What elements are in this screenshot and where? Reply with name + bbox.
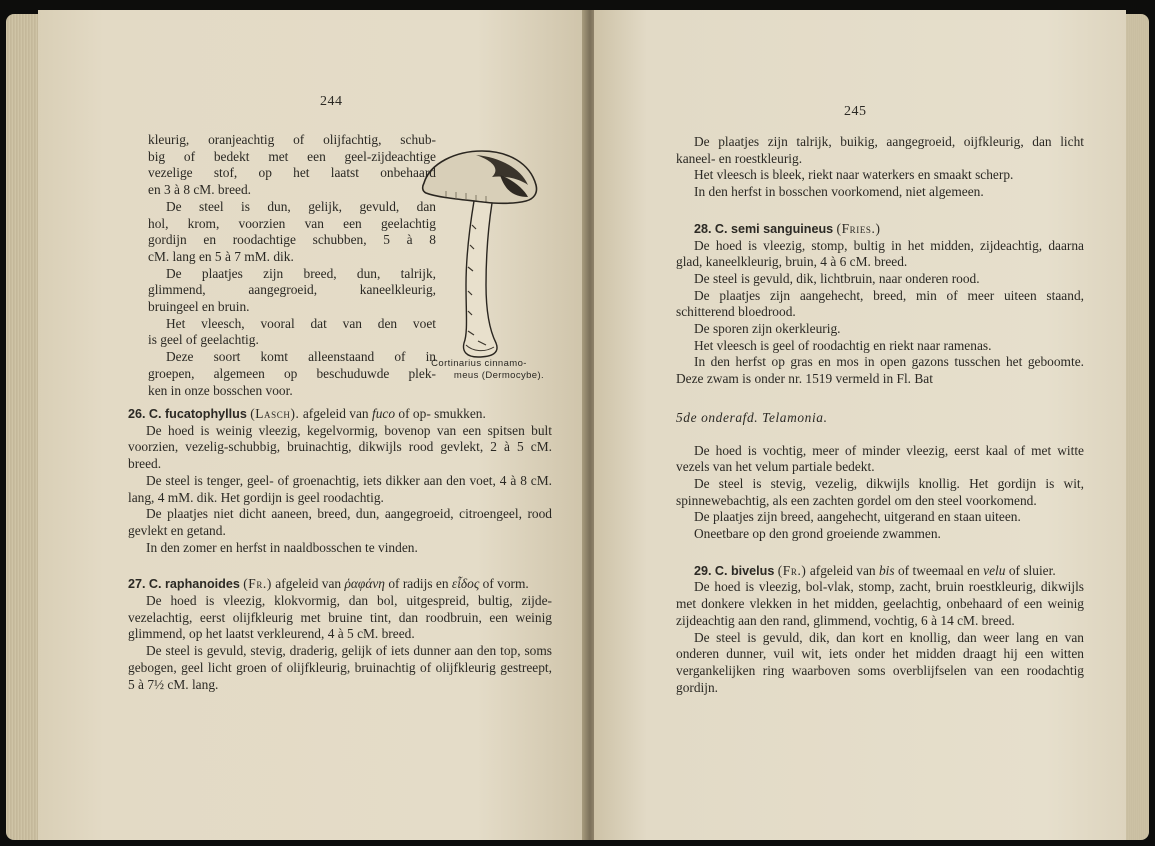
left-narrow-line: De plaatjes zijn breed, dun, talrijk,	[166, 265, 436, 281]
left-narrow-line: Deze soort komt alleenstaand of in	[166, 349, 436, 365]
subdivision-heading: 5de onderafd. Telamonia.	[676, 409, 828, 425]
species-27-name: C. raphanoides	[148, 577, 240, 592]
left-narrow-line: ken in onze bosschen voor.	[148, 382, 293, 398]
left-narrow-line: kleurig, oranjeachtig of olijfachtig, schub-	[148, 132, 436, 147]
species-28-number: 28.	[694, 221, 712, 236]
species-27-author: (Fr.)	[243, 576, 272, 592]
left-narrow-line: groepen, algemeen op beschuduwde plek-	[148, 365, 436, 381]
species-27-greek-word-2: εἶδος	[451, 576, 480, 592]
figure-caption-line1: Cortinarius cinnamo-	[431, 358, 527, 369]
species-26-root-word: fuco	[372, 406, 396, 421]
telamonia-gills: De plaatjes zijn breed, aangehecht, uitgerand en staan uiteen.	[694, 509, 1021, 525]
species-27-number: 27.	[128, 577, 146, 592]
species-29-cap: De hoed is vleezig, bol-vlak, stomp, zacht, bruin roestkleurig, dikwijls met donkere vlekken in het midden, geelachtig, onbehaard of een weinig zijdeachtig aan den rand, glimmend, vochtig, 6 à 14 cM. breed.	[676, 579, 1084, 628]
species-29-name: C. bivelus	[714, 563, 775, 578]
species-26-number: 26.	[128, 407, 146, 421]
left-narrow-line: gordijn en roodachtige schubben, 5 à 8	[148, 232, 436, 248]
species-28-cap: De hoed is vleezig, stomp, bultig in het midden, zijdeachtig, daarna glad, kaneelkleurig, bruin, 4 à 6 cM. breed.	[676, 237, 1084, 270]
species-28-flesh: Het vleesch is geel of roodachtig en riekt naar ramenas.	[694, 337, 992, 353]
left-narrow-line: glimmend, aangegroeid, kaneelkleurig,	[148, 282, 436, 298]
species-26-author: (Lasch).	[250, 406, 300, 421]
species-26-habitat: In den zomer en herfst in naaldbosschen te vinden.	[146, 539, 418, 555]
species-26-gills: De plaatjes niet dicht aaneen, breed, dun, aangegroeid, citroengeel, rood gevlekt en getand.	[128, 506, 552, 538]
species-29-heading	[676, 563, 1084, 580]
species-26-name: C. fucatophyllus	[148, 407, 247, 421]
left-narrow-line: bruingeel en bruin.	[148, 299, 250, 315]
species-28-spores: De sporen zijn okerkleurig.	[694, 321, 841, 337]
telamonia-edibility: Oneetbare op den grond groeiende zwammen.	[694, 526, 941, 542]
left-narrow-line: Het vleesch, vooral dat van den voet	[166, 315, 436, 331]
left-main-text	[128, 406, 552, 693]
species-29-stem: De steel is gevuld, dik, dan kort en knollig, dan weer lang en van onderen dunner, vuil wit, iets onder het midden draagt hij een witten vergankelijken ring waarboven soms overblijfselen van een roodachtig gordijn.	[676, 629, 1084, 695]
species-28-stem: De steel is gevuld, dik, lichtbruin, naar onderen rood.	[694, 270, 980, 286]
species-27-greek-word: ῥαφάνη	[344, 576, 385, 592]
species-27-etymology-end: of vorm.	[482, 576, 529, 592]
species-29-root-word: bis	[878, 562, 895, 578]
species-28-author: (Fries.)	[836, 220, 881, 236]
species-29-etymology-end: of sluier.	[1008, 562, 1056, 578]
left-narrow-line: en 3 à 8 cM. breed.	[148, 182, 251, 198]
species-28-habitat: In den herfst op gras en mos in open gazons tusschen het geboomte. Deze zwam is onder nr. 1519 vermeld in Fl. Bat	[676, 354, 1084, 387]
left-narrow-line: De steel is dun, gelijk, gevuld, dan	[166, 198, 436, 214]
left-narrow-line: big of bedekt met een geel-zijdeachtige	[148, 148, 436, 164]
species-29-etymology: afgeleid van	[809, 562, 876, 578]
species-26-heading	[128, 406, 552, 423]
species-27-etymology-tail: of radijs en	[388, 576, 449, 592]
species-29-etymology-tail: of tweemaal en	[897, 562, 980, 578]
species-26-etymology-end: smukken.	[434, 406, 486, 421]
figure-caption-line2: meus (Dermocybe).	[453, 370, 545, 381]
left-narrow-line: is geel of geelachtig.	[148, 332, 259, 348]
left-narrow-line: vezelige stof, op het laatst onbehaard	[148, 165, 436, 181]
species-28-name: C. semi sanguineus	[714, 221, 834, 236]
species-26-etymology-tail: of op-	[398, 406, 431, 421]
right-main-text	[676, 134, 1084, 696]
species-27-etymology: afgeleid van	[275, 576, 342, 592]
species-25-habitat: In den herfst in bosschen voorkomend, niet algemeen.	[694, 184, 984, 200]
telamonia-cap: De hoed is vochtig, meer of minder vleezig, eerst kaal of met witte vezels van het velum partiale bedekt.	[676, 442, 1084, 475]
species-29-root-word-2: velu	[983, 562, 1006, 578]
left-narrow-line: hol, krom, voorzien van een geelachtig	[148, 215, 436, 231]
right-page	[594, 10, 1126, 840]
telamonia-stem: De steel is stevig, vezelig, dikwijls knollig. Het gordijn is wit, spinnewebachtig, als een zachten gordel om den steel voorkomend.	[676, 475, 1084, 508]
species-29-number: 29.	[694, 563, 712, 578]
species-27-cap: De hoed is vleezig, klokvormig, dan bol, uitgespreid, bultig, zijde-vezelachtig, eerst olijfkleurig met bruine tint, dan roodbruin, een weinig glimmend, op het laatst verkleurend, 4 à 5 cM. breed.	[128, 593, 552, 642]
species-26-cap: De hoed is weinig vleezig, kegelvormig, bovenop van een spitsen bult voorzien, vezelig-schubbig, bruinachtig, dikwijls rood gevlekt, 2 à 5 cM. breed.	[128, 422, 552, 472]
species-25-flesh: Het vleesch is bleek, riekt naar waterkers en smaakt scherp.	[694, 167, 1014, 183]
species-26-stem: De steel is tenger, geel- of groenachtig, iets dikker aan den voet, 4 à 8 cM. lang, 4 mM. dik. Het gordijn is geel roodachtig.	[128, 472, 552, 505]
left-narrow-line: cM. lang en 5 à 7 mM. dik.	[148, 248, 294, 264]
species-27-stem: De steel is gevuld, stevig, draderig, gelijk of iets dunner aan den top, soms gebogen, geel licht groen of olijfkleurig, bruinachtig of olijfkleurig gestreept, 5 à 7½ cM. lang.	[128, 643, 552, 692]
species-29-author: (Fr.)	[777, 562, 807, 578]
species-28-gills: De plaatjes zijn aangehecht, breed, min of meer uiteen staand, schitterend bloedrood.	[676, 287, 1084, 320]
left-page	[38, 10, 586, 840]
species-27-heading	[128, 576, 552, 593]
species-26-etymology: afgeleid van	[302, 406, 369, 421]
species-28-heading	[676, 221, 1084, 238]
species-25-gills: De plaatjes zijn talrijk, buikig, aangegroeid, oijfkleurig, dan licht kaneel- en roestkleurig.	[676, 134, 1084, 166]
left-page-number: 244	[320, 94, 343, 109]
right-page-number: 245	[844, 104, 867, 119]
left-narrow-text	[148, 132, 436, 399]
